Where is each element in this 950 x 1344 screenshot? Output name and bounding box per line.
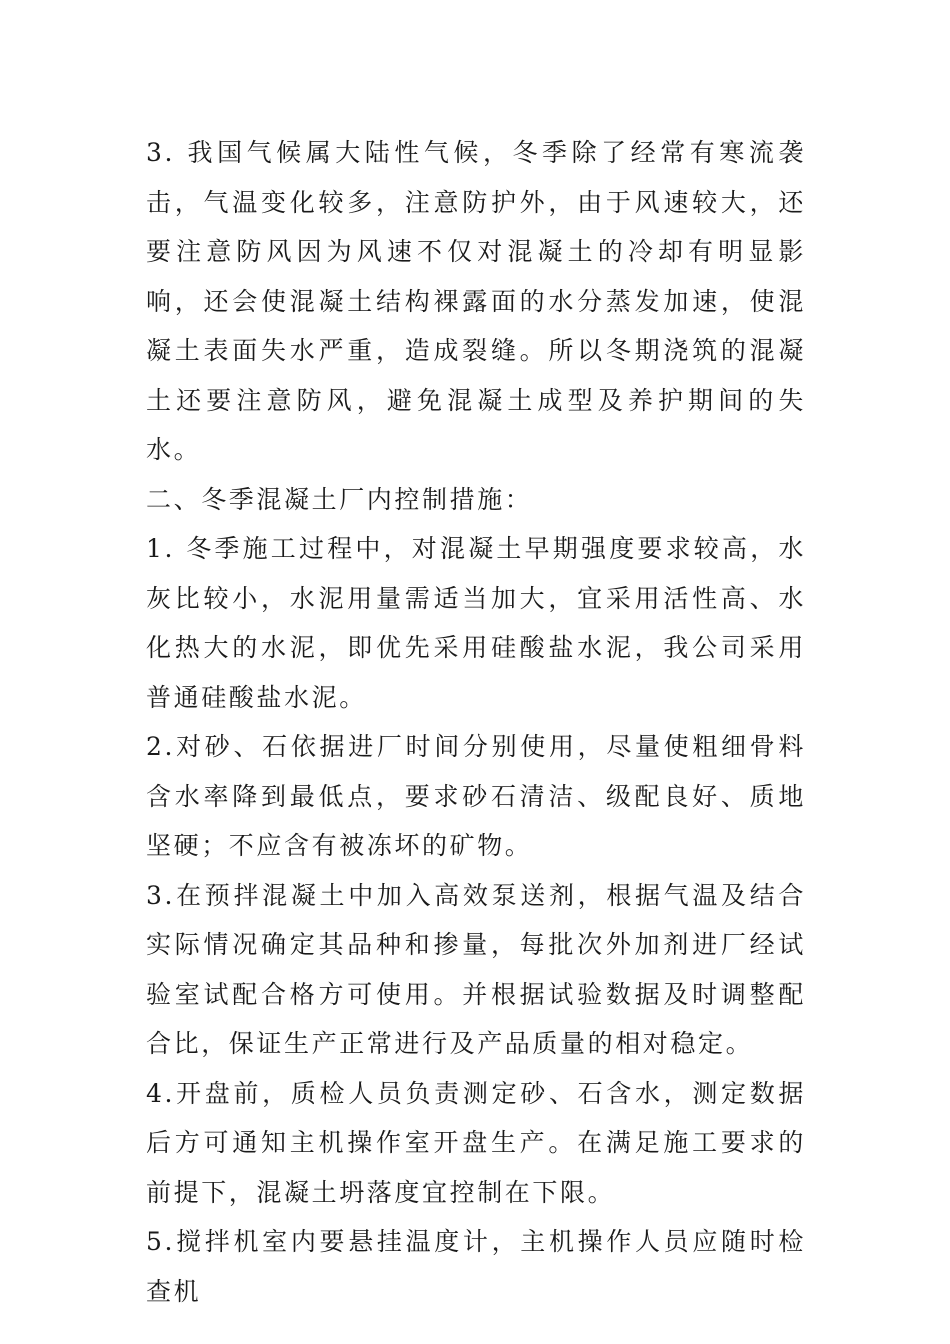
paragraph-item-5: 5.搅拌机室内要悬挂温度计，主机操作人员应随时检查机 <box>146 1227 806 1306</box>
section-heading-plant-control: 二、冬季混凝土厂内控制措施： <box>146 484 533 514</box>
paragraph-item-3: 3.在预拌混凝土中加入高效泵送剂，根据气温及结合实际情况确定其品种和掺量，每批次外加剂进厂经试验室试配合格方可使用。并根据试验数据及时调整配合比，保证生产正常进行及产品质量的相对稳定。 <box>146 880 806 1058</box>
document-page <box>146 128 806 1316</box>
paragraph-climate: 3. 我国气候属大陆性气候，冬季除了经常有寒流袭击，气温变化较多，注意防护外，由于风速较大，还要注意防风因为风速不仅对混凝土的冷却有明显影响，还会使混凝土结构裸露面的水分蒸发加速，使混凝土表面失水严重，造成裂缝。所以冬期浇筑的混凝土还要注意防风，避免混凝土成型及养护期间的失水。 <box>146 138 806 464</box>
paragraph-item-2: 2.对砂、石依据进厂时间分别使用，尽量使粗细骨料含水率降到最低点，要求砂石清洁、级配良好、质地坚硬；不应含有被冻坏的矿物。 <box>146 732 806 860</box>
paragraph-item-1: 1. 冬季施工过程中，对混凝土早期强度要求较高，水灰比较小，水泥用量需适当加大，宜采用活性高、水化热大的水泥，即优先采用硅酸盐水泥，我公司采用普通硅酸盐水泥。 <box>146 534 806 712</box>
paragraph-item-4: 4.开盘前，质检人员负责测定砂、石含水，测定数据后方可通知主机操作室开盘生产。在满足施工要求的前提下，混凝土坍落度宜控制在下限。 <box>146 1078 806 1207</box>
